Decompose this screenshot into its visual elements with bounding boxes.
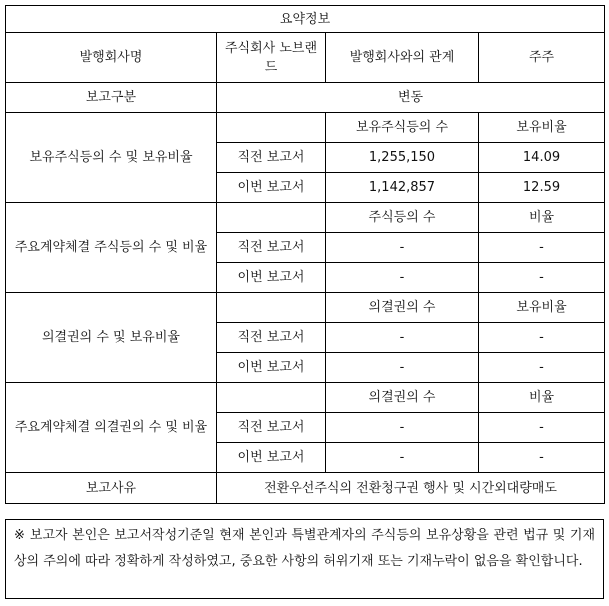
row-value-1: - [326,233,479,263]
section-col1-header: 보유주식등의 수 [326,113,479,143]
row-value-1: 1,255,150 [326,143,479,173]
row-value-2: 14.09 [479,143,605,173]
row-value-2: 12.59 [479,173,605,203]
row-value-2: - [479,443,605,473]
row-label: 이번 보고서 [217,263,326,293]
section-label: 주요계약체결 주식등의 수 및 비율 [6,203,217,293]
summary-table [5,5,605,504]
section-header-blank [217,113,326,143]
section-header-row [6,113,605,143]
section-col2-header: 보유비율 [479,293,605,323]
row-label: 직전 보고서 [217,233,326,263]
report-reason-row [6,473,605,504]
row-value-1: - [326,323,479,353]
report-reason-value: 전환우선주식의 전환청구권 행사 및 시간외대량매도 [217,473,605,504]
row-value-2: - [479,353,605,383]
section-col2-header: 비율 [479,203,605,233]
row-value-2: - [479,413,605,443]
row-value-2: - [479,233,605,263]
issuer-row [6,33,605,83]
report-type-label: 보고구분 [6,83,217,113]
row-label: 직전 보고서 [217,143,326,173]
row-label: 직전 보고서 [217,413,326,443]
row-value-1: - [326,413,479,443]
section-header-row [6,203,605,233]
row-label: 직전 보고서 [217,323,326,353]
relation-value: 주주 [479,33,605,83]
row-value-1: - [326,443,479,473]
section-header-row [6,383,605,413]
section-col1-header: 의결권의 수 [326,293,479,323]
section-col1-header: 주식등의 수 [326,203,479,233]
row-value-2: - [479,323,605,353]
section-header-blank [217,383,326,413]
report-reason-label: 보고사유 [6,473,217,504]
section-header-blank [217,293,326,323]
report-type-value: 변동 [217,83,605,113]
section-label: 의결권의 수 및 보유비율 [6,293,217,383]
title-row [6,6,605,33]
section-label: 주요계약체결 의결권의 수 및 비율 [6,383,217,473]
row-value-2: - [479,263,605,293]
table-title: 요약정보 [6,6,605,33]
row-value-1: - [326,353,479,383]
issuer-header: 발행회사명 [6,33,217,83]
row-label: 이번 보고서 [217,173,326,203]
row-label: 이번 보고서 [217,443,326,473]
section-header-row [6,293,605,323]
section-header-blank [217,203,326,233]
confirmation-note: ※ 보고자 본인은 보고서작성기준일 현재 본인과 특별관계자의 주식등의 보유상황을 관련 법규 및 기재상의 주의에 따라 정확하게 작성하였고, 중요한 사항의 허위기재 또는 기재누락이 없음을 확인합니다. [5,519,604,599]
row-value-1: 1,142,857 [326,173,479,203]
relation-label: 발행회사와의 관계 [326,33,479,83]
row-value-1: - [326,263,479,293]
section-col1-header: 의결권의 수 [326,383,479,413]
sections-body [6,113,605,473]
section-col2-header: 보유비율 [479,113,605,143]
row-label: 이번 보고서 [217,353,326,383]
issuer-name: 주식회사 노브랜드 [217,33,326,83]
report-type-row [6,83,605,113]
section-col2-header: 비율 [479,383,605,413]
section-label: 보유주식등의 수 및 보유비율 [6,113,217,203]
